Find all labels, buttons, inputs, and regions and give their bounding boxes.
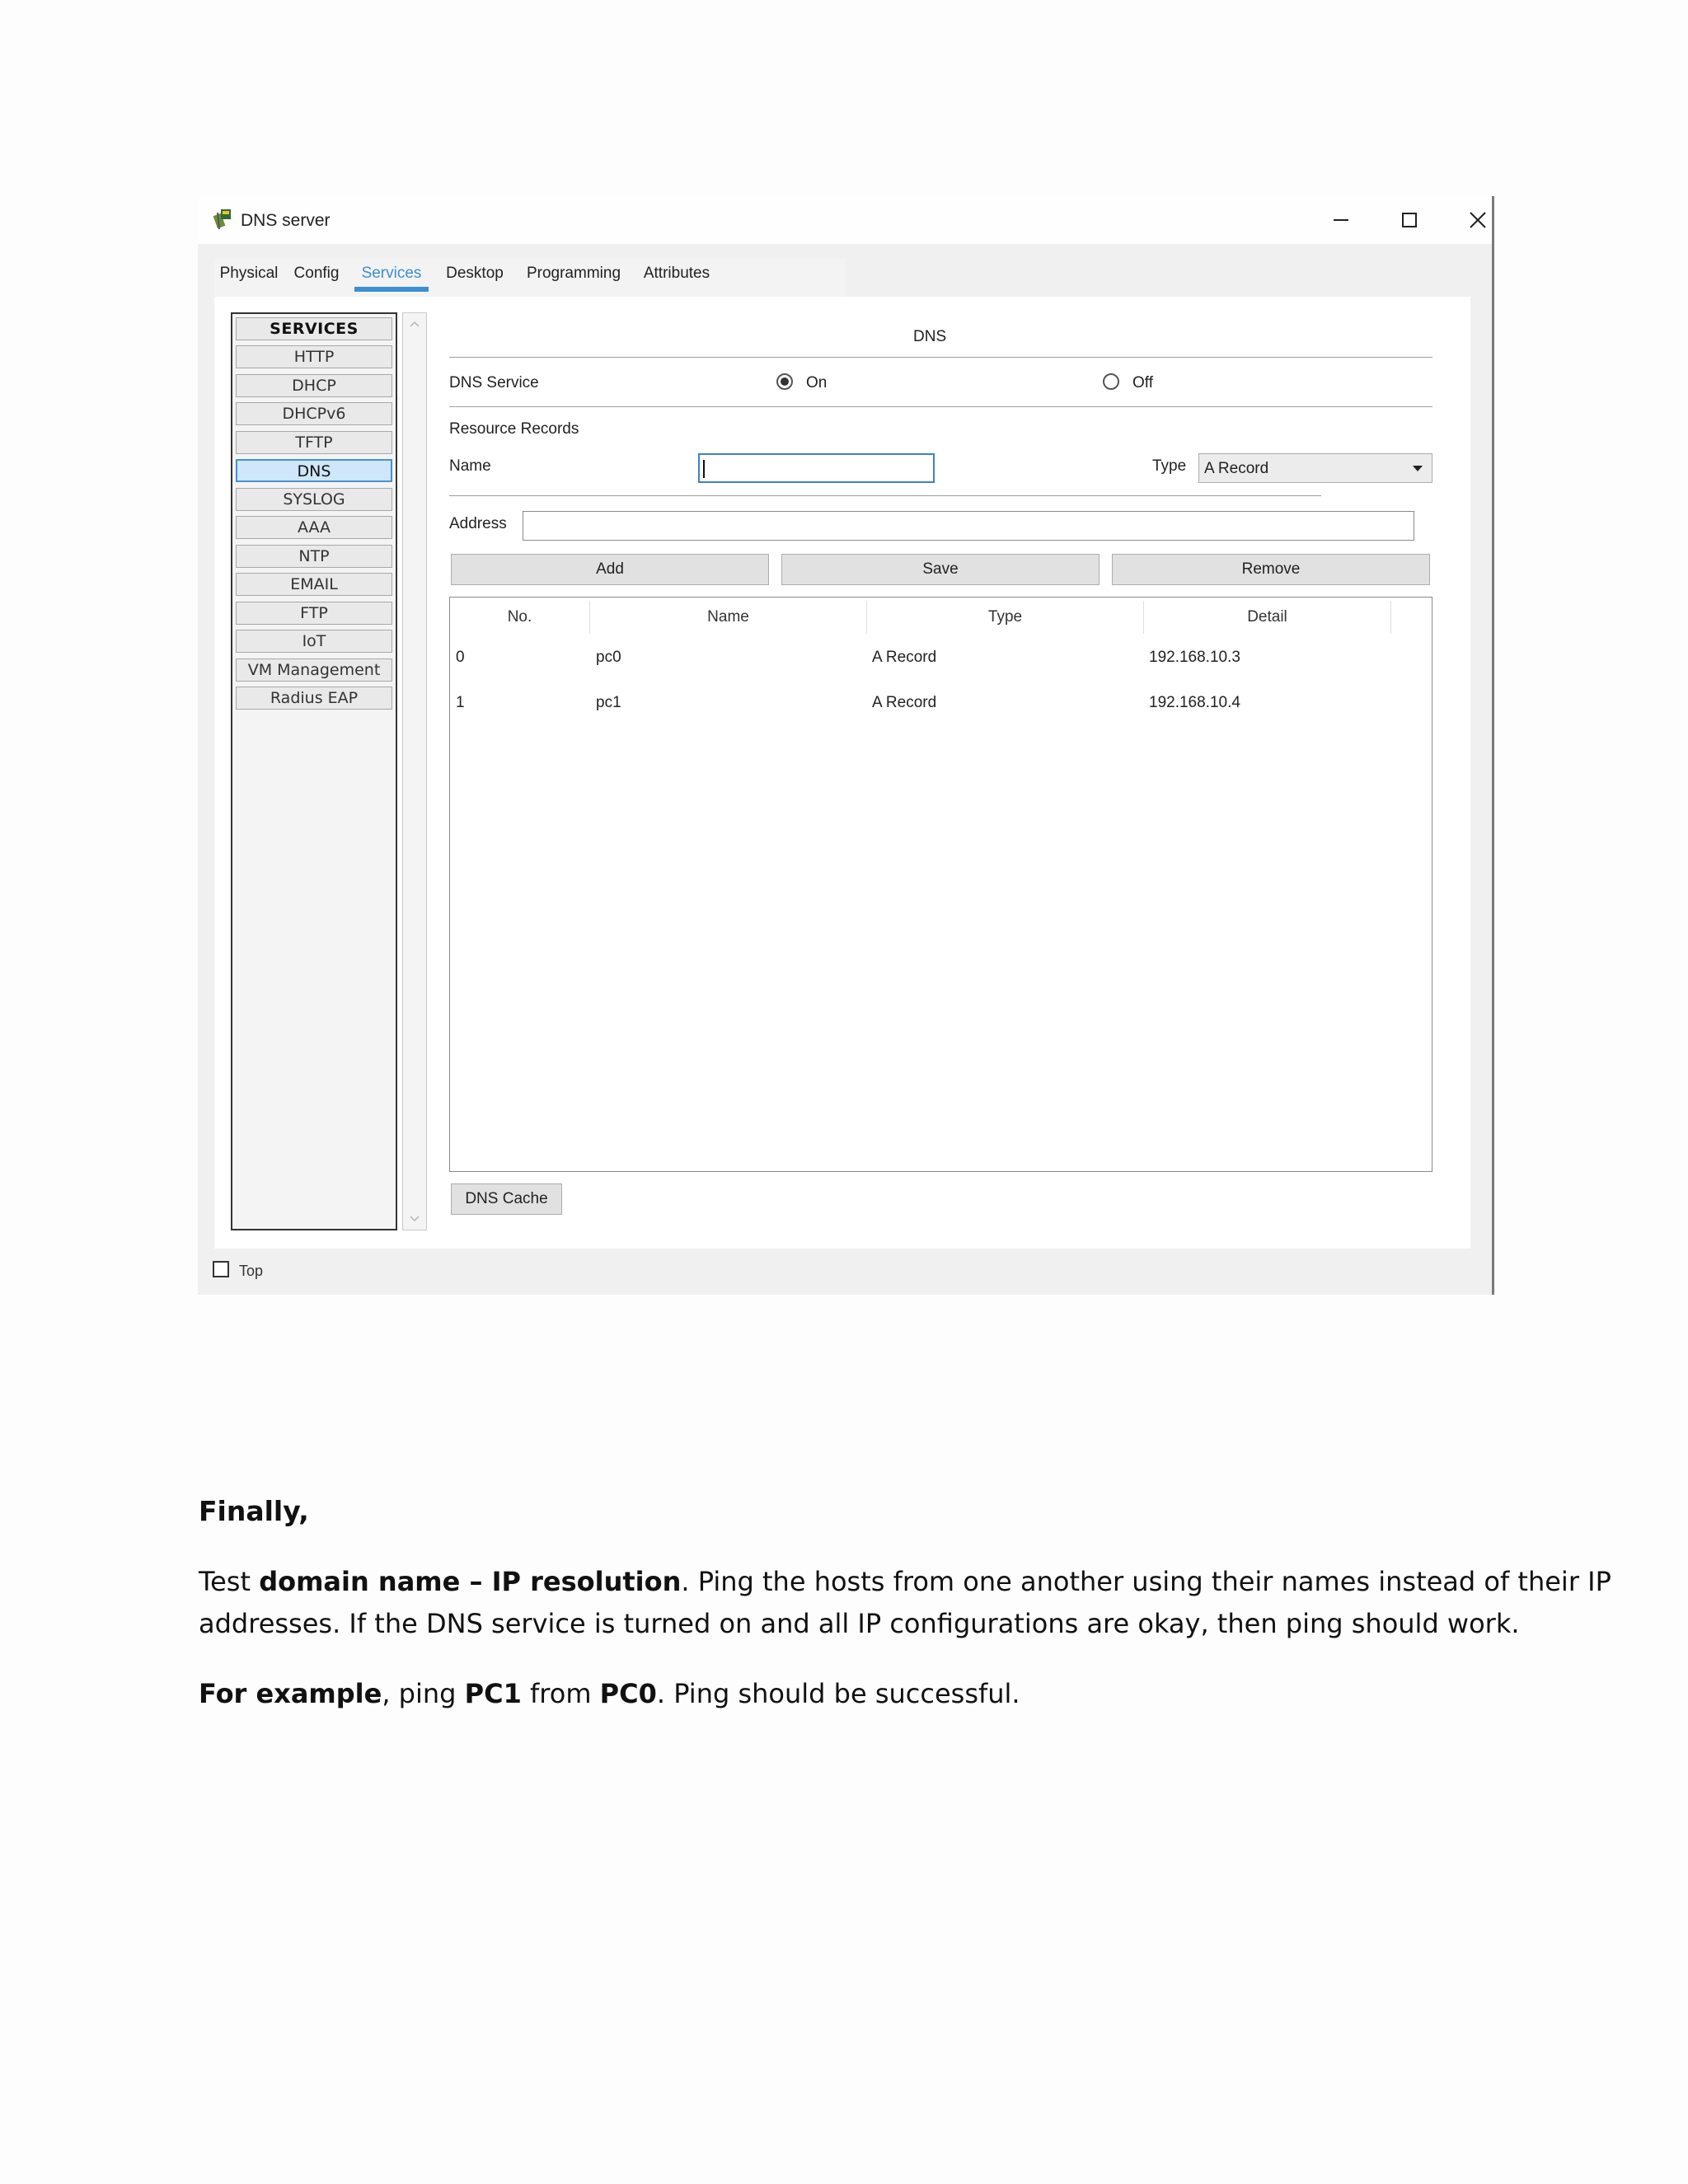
title-bar[interactable] <box>198 196 1492 244</box>
remove-button[interactable]: Remove <box>1112 554 1430 585</box>
bold-text: domain name – IP resolution <box>259 1566 682 1597</box>
resource-records-label: Resource Records <box>449 420 579 438</box>
paragraph-1-line-1 <box>199 1566 1611 1597</box>
scroll-down-icon[interactable] <box>409 1215 420 1223</box>
dns-section-title: DNS <box>913 328 947 345</box>
service-http[interactable]: HTTP <box>236 345 392 368</box>
close-icon <box>1469 211 1487 229</box>
tab-programming[interactable]: Programming <box>526 265 621 282</box>
divider <box>449 357 1432 358</box>
dns-off-label: Off <box>1132 374 1153 391</box>
column-header-name[interactable]: Name <box>590 601 867 634</box>
record-name: pc1 <box>596 694 621 711</box>
text: . Ping should be successful. <box>656 1678 1020 1709</box>
paragraph-2 <box>199 1678 1020 1709</box>
service-syslog[interactable]: SYSLOG <box>236 488 392 511</box>
service-dns[interactable]: DNS <box>236 459 392 482</box>
records-table <box>449 597 1432 1172</box>
text-cursor <box>703 460 705 478</box>
column-header-detail[interactable]: Detail <box>1144 601 1391 634</box>
paragraph-1-line-2: addresses. If the DNS service is turned on and all IP configurations are okay, then ping should work. <box>199 1608 1520 1639</box>
dns-server-window <box>198 196 1494 1295</box>
dns-on-label: On <box>806 374 828 391</box>
minimize-button[interactable] <box>1312 201 1370 239</box>
service-aaa[interactable]: AAA <box>236 516 392 539</box>
bold-text: PC0 <box>599 1678 657 1709</box>
table-row[interactable] <box>450 686 1432 727</box>
address-label: Address <box>449 515 507 532</box>
text: , ping <box>382 1678 465 1709</box>
service-ftp[interactable]: FTP <box>236 602 392 625</box>
services-header: SERVICES <box>236 317 392 340</box>
top-checkbox[interactable] <box>213 1261 229 1277</box>
divider <box>449 406 1432 407</box>
record-no: 1 <box>456 694 465 711</box>
record-no: 0 <box>456 649 465 666</box>
address-input[interactable] <box>523 511 1414 541</box>
service-dhcp[interactable]: DHCP <box>236 374 392 397</box>
chevron-down-icon <box>1412 465 1423 472</box>
tab-physical[interactable]: Physical <box>219 265 279 282</box>
name-input[interactable] <box>698 453 935 483</box>
services-list <box>231 312 397 1230</box>
dns-on-radio[interactable] <box>776 373 793 390</box>
tab-attributes[interactable]: Attributes <box>643 265 710 282</box>
divider <box>449 495 1321 496</box>
record-detail: 192.168.10.4 <box>1149 694 1240 711</box>
service-email[interactable]: EMAIL <box>236 573 392 596</box>
table-row[interactable] <box>450 640 1432 682</box>
text: . Ping the hosts from one another using their names instead of their IP <box>681 1566 1611 1597</box>
record-type: A Record <box>872 649 937 666</box>
type-select-value: A Record <box>1204 460 1269 477</box>
column-header-no[interactable]: No. <box>450 601 590 634</box>
type-label: Type <box>1152 457 1187 475</box>
record-detail: 192.168.10.3 <box>1149 649 1240 666</box>
dns-service-label: DNS Service <box>449 374 539 391</box>
tab-config[interactable]: Config <box>293 265 340 282</box>
services-scrollbar[interactable] <box>402 312 427 1230</box>
tab-desktop[interactable]: Desktop <box>446 265 504 282</box>
service-ntp[interactable]: NTP <box>236 545 392 568</box>
service-dhcpv6[interactable]: DHCPv6 <box>236 402 392 425</box>
name-label: Name <box>449 457 491 475</box>
dns-cache-button[interactable]: DNS Cache <box>451 1183 562 1215</box>
text: Test <box>199 1566 260 1597</box>
scroll-up-icon[interactable] <box>409 320 420 328</box>
app-icon <box>213 208 234 231</box>
record-type: A Record <box>872 694 937 711</box>
add-button[interactable]: Add <box>451 554 769 585</box>
window-title: DNS server <box>241 211 331 230</box>
text: from <box>521 1678 600 1709</box>
minimize-icon <box>1333 212 1349 228</box>
record-name: pc0 <box>596 649 621 666</box>
section-heading: Finally, <box>199 1495 309 1527</box>
top-checkbox-label: Top <box>239 1263 264 1279</box>
close-button[interactable] <box>1449 201 1507 239</box>
bold-text: For example <box>199 1678 382 1709</box>
service-radius-eap[interactable]: Radius EAP <box>236 687 392 710</box>
maximize-icon <box>1401 212 1418 228</box>
maximize-button[interactable] <box>1381 201 1438 239</box>
type-select[interactable] <box>1198 453 1432 483</box>
tab-services[interactable]: Services <box>354 259 429 288</box>
dns-off-radio[interactable] <box>1103 373 1119 390</box>
service-vm-management[interactable]: VM Management <box>236 658 392 682</box>
save-button[interactable]: Save <box>781 554 1100 585</box>
column-header-type[interactable]: Type <box>867 601 1144 634</box>
bold-text: PC1 <box>464 1678 522 1709</box>
service-tftp[interactable]: TFTP <box>236 431 392 454</box>
service-iot[interactable]: IoT <box>236 630 392 653</box>
